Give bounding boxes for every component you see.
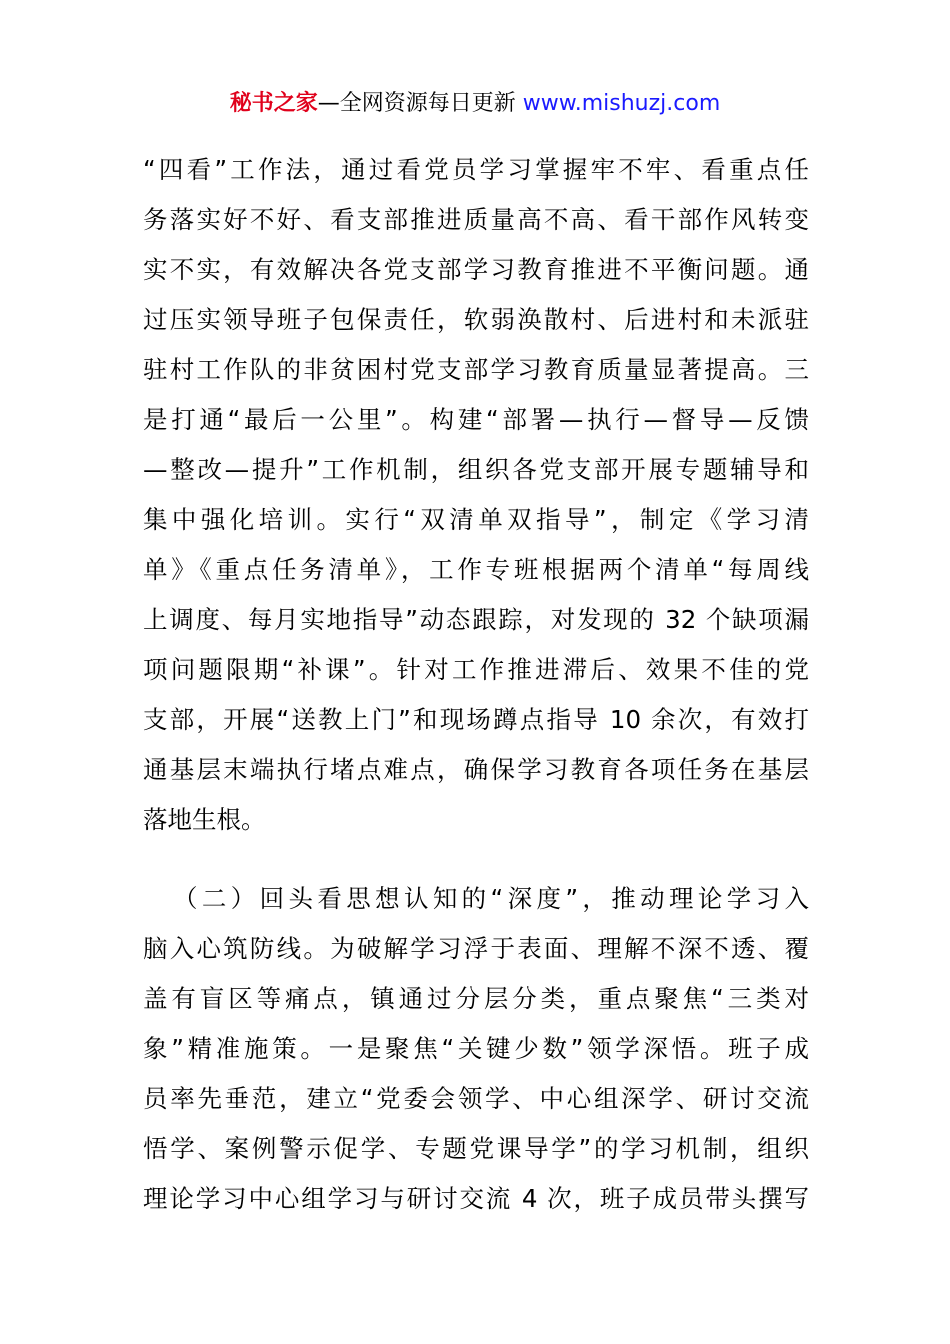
text-line: 盖有盲区等痛点，镇通过分层分类，重点聚焦“三类对 [143,984,809,1013]
brand-name: 秘书之家 [229,91,318,116]
text-line: 上调度、每月实地指导”动态跟踪，对发现的 32 个缺项漏 [143,605,809,634]
text-line: 实不实，有效解决各党支部学习教育推进不平衡问题。通 [143,255,809,284]
text-line: 悟学、案例警示促学、专题党课导学”的学习机制，组织 [143,1134,809,1163]
paragraph-gap [143,845,809,874]
text-line: —整改—提升”工作机制，组织各党支部开展专题辅导和 [143,455,809,484]
text-line: （二）回头看思想认知的“深度”，推动理论学习入 [173,884,809,913]
text-line: 是打通“最后一公里”。构建“部署—执行—督导—反馈 [143,405,809,434]
site-url-link[interactable]: www.mishuzj.com [522,91,721,116]
paragraph-2 [143,874,809,1224]
text-line: 理论学习中心组学习与研讨交流 4 次，班子成员带头撰写 [143,1184,809,1213]
document-body [143,145,809,1224]
site-header [0,88,950,120]
text-line: 单》《重点任务清单》，工作专班根据两个清单“每周线 [143,555,809,584]
text-line: “四看”工作法，通过看党员学习掌握牢不牢、看重点任 [143,155,809,184]
header-tagline: —全网资源每日更新 [317,91,523,116]
text-line: 象”精准施策。一是聚焦“关键少数”领学深悟。班子成 [143,1034,809,1063]
text-line: 项问题限期“补课”。针对工作推进滞后、效果不佳的党 [143,655,809,684]
text-line: 务落实好不好、看支部推进质量高不高、看干部作风转变 [143,205,809,234]
text-line: 通基层末端执行堵点难点，确保学习教育各项任务在基层 [143,755,809,784]
text-line: 脑入心筑防线。为破解学习浮于表面、理解不深不透、覆 [143,934,809,963]
paragraph-1 [143,145,809,845]
text-line: 落地生根。 [143,805,266,834]
text-line: 支部，开展“送教上门”和现场蹲点指导 10 余次，有效打 [143,705,809,734]
text-line: 过压实领导班子包保责任，软弱涣散村、后进村和未派驻 [143,305,809,334]
text-line: 员率先垂范，建立“党委会领学、中心组深学、研讨交流 [143,1084,809,1113]
text-line: 集中强化培训。实行“双清单双指导”，制定《学习清 [143,505,809,534]
text-line: 驻村工作队的非贫困村党支部学习教育质量显著提高。三 [143,355,809,384]
